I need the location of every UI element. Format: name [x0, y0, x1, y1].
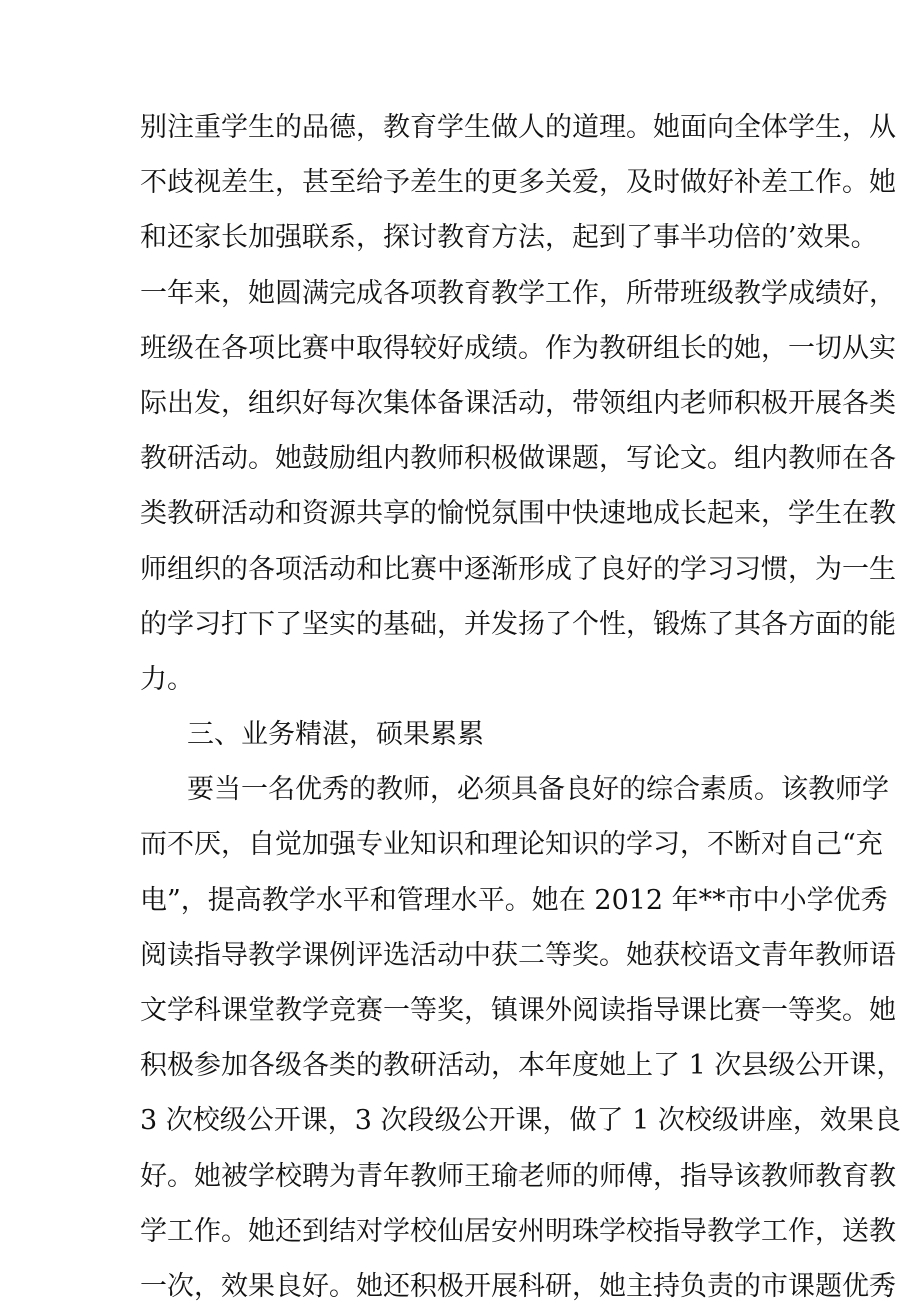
paragraph-line: 班级在各项比赛中取得较好成绩。作为教研组长的她，一切从实 [140, 332, 896, 364]
paragraph-line: 阅读指导教学课例评选活动中获二等奖。她获校语文青年教师语 [140, 939, 896, 971]
paragraph-line: 好。她被学校聘为青年教师王瑜老师的师傅，指导该教师教育教 [140, 1160, 896, 1192]
paragraph-line: 一次，效果良好。她还积极开展科研，她主持负责的市课题优秀 [140, 1270, 896, 1302]
paragraph-line: 不歧视差生，甚至给予差生的更多关爱，及时做好补差工作。她 [140, 167, 896, 199]
paragraph-line: 要当一名优秀的教师，必须具备良好的综合素质。该教师学 [187, 774, 889, 806]
paragraph-line: 类教研活动和资源共享的愉悦氛围中快速地成长起来，学生在教 [140, 498, 896, 530]
paragraph-line: 际出发，组织好每次集体备课活动，带领组内老师积极开展各类 [140, 387, 896, 419]
paragraph-line: 和还家长加强联系，探讨教育方法，起到了事半功倍的’效果。 [140, 222, 878, 254]
paragraph-line: 师组织的各项活动和比赛中逐渐形成了良好的学习习惯，为一生 [140, 553, 896, 585]
paragraph-line: 而不厌，自觉加强专业知识和理论知识的学习，不断对自己“充 [140, 829, 883, 861]
paragraph-line: 教研活动。她鼓励组内教师积极做课题，写论文。组内教师在各 [140, 443, 896, 475]
document-body [140, 100, 904, 1314]
paragraph-line: 力。 [140, 663, 194, 695]
paragraph-line: 别注重学生的品德，教育学生做人的道理。她面向全体学生，从 [140, 112, 896, 143]
paragraph-line: 一年来，她圆满完成各项教育教学工作，所带班级教学成绩好， [140, 277, 896, 309]
paragraph-line: 学工作。她还到结对学校仙居安州明珠学校指导教学工作，送教 [140, 1215, 896, 1247]
section-heading: 三、业务精湛，硕果累累 [187, 719, 484, 751]
paragraph-line: 积极参加各级各类的教研活动，本年度她上了 1 次县级公开课， [140, 1050, 904, 1082]
paragraph-line: 文学科课堂教学竞赛一等奖，镇课外阅读指导课比赛一等奖。她 [140, 995, 896, 1026]
paragraph-line: 电”，提高教学水平和管理水平。她在 2012 年**市中小学优秀 [140, 884, 888, 916]
paragraph-line: 的学习打下了坚实的基础，并发扬了个性，锻炼了其各方面的能 [140, 608, 896, 640]
paragraph-line: 3 次校级公开课，3 次段级公开课，做了 1 次校级讲座，效果良 [140, 1105, 901, 1137]
